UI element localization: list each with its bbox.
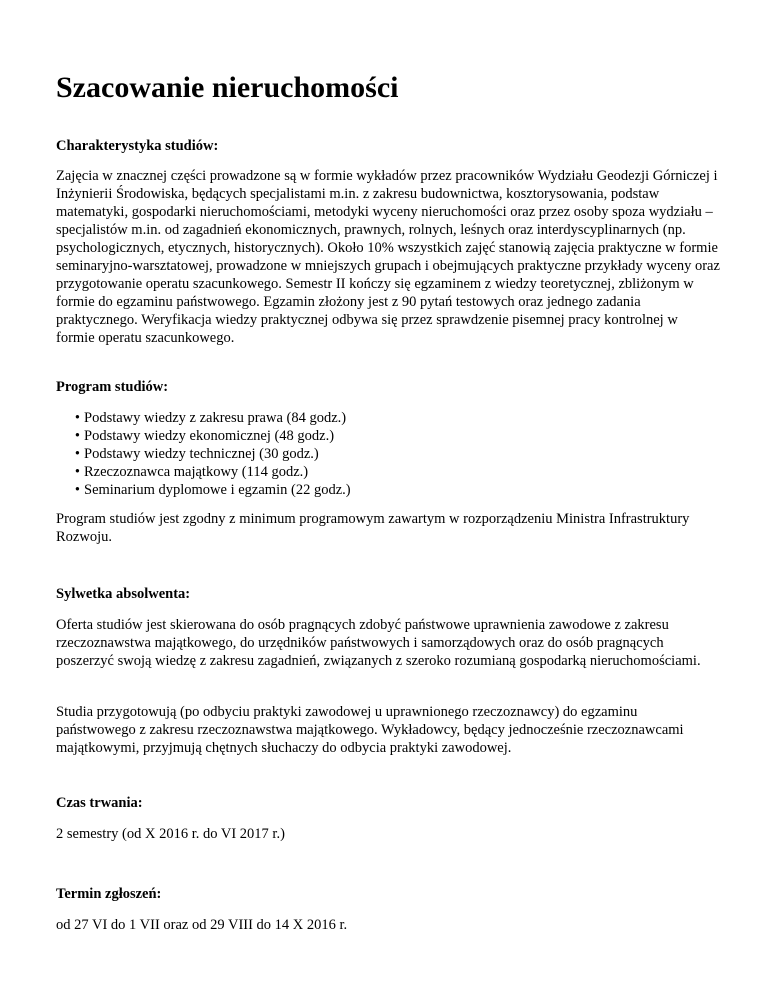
list-item: [56, 427, 351, 445]
page-title: Szacowanie nieruchomości: [56, 71, 399, 104]
paragraph-sylwetka-2: Studia przygotowują (po odbyciu praktyki zawodowej u uprawnionego rzeczoznawcy) do egzaminu państwowego z zakresu rzeczoznawstwa majątkowego. Wykładowcy, będący jednocześnie rzeczoznawcami majątkowymi, przyjmują chętnych słuchaczy do odbycia praktyki zawodowej.: [56, 704, 684, 756]
list-item: [56, 409, 351, 427]
paragraph-charakterystyka: Zajęcia w znacznej części prowadzone są w formie wykładów przez pracowników Wydziału Geodezji Górniczej i Inżynierii Środowiska, będących specjalistami m.in. z zakresu budownictwa, kosztorysowania, podstaw matematyki, gospodarki nieruchomościami, metodyki wyceny nieruchomości oraz przez osoby spoza wydziału – specjalistów m.in. od zagadnień ekonomicznych, prawnych, rolnych, leśnych oraz interdyscyplinarnych (np. psychologicznych, etycznych, historycznych). Około 10% wszystkich zajęć stanowią zajęcia praktyczne w formie seminaryjno-warsztatowej, prowadzone w mniejszych grupach i obejmujących praktyczne przykłady wyceny oraz przygotowanie operatu szacunkowego. Semestr II kończy się egzaminem z wiedzy teoretycznej, zbliżonym w formie do egzaminu państwowego. Egzamin złożony jest z 90 pytań testowych oraz jednego zadania praktycznego. Weryfikacja wiedzy praktycznej odbywa się przez sprawdzenie pisemnej pracy kontrolnej w formie operatu szacunkowego.: [56, 168, 720, 346]
list-item-text: Podstawy wiedzy ekonomicznej (48 godz.): [84, 428, 335, 444]
heading-program: Program studiów:: [56, 379, 169, 395]
program-list: [56, 409, 351, 499]
bullet-icon: •: [74, 410, 80, 426]
list-item-text: Seminarium dyplomowe i egzamin (22 godz.): [84, 482, 351, 498]
paragraph-czas: 2 semestry (od X 2016 r. do VI 2017 r.): [56, 826, 285, 842]
list-item-text: Podstawy wiedzy z zakresu prawa (84 godz.): [84, 410, 347, 426]
bullet-icon: •: [74, 482, 80, 498]
heading-termin: Termin zgłoszeń:: [56, 886, 162, 902]
paragraph-termin: od 27 VI do 1 VII oraz od 29 VIII do 14 X 2016 r.: [56, 917, 348, 933]
list-item: [56, 445, 351, 463]
heading-sylwetka: Sylwetka absolwenta:: [56, 586, 191, 602]
paragraph-sylwetka-1: Oferta studiów jest skierowana do osób pragnących zdobyć państwowe uprawnienia zawodowe z zakresu rzeczoznawstwa majątkowego, do urzędników państwowych i samorządowych oraz do osób pragnących poszerzyć swoją wiedzę z zakresu zagadnień, związanych z szeroko rozumianą gospodarką nieruchomościami.: [56, 617, 701, 669]
bullet-icon: •: [74, 464, 80, 480]
paragraph-program-note: Program studiów jest zgodny z minimum programowym zawartym w rozporządzeniu Ministra Infrastruktury Rozwoju.: [56, 511, 690, 545]
bullet-icon: •: [74, 428, 80, 444]
list-item: [56, 481, 351, 499]
bullet-icon: •: [74, 446, 80, 462]
heading-charakterystyka: Charakterystyka studiów:: [56, 138, 219, 154]
heading-czas: Czas trwania:: [56, 795, 143, 811]
list-item-text: Podstawy wiedzy technicznej (30 godz.): [84, 446, 319, 462]
list-item-text: Rzeczoznawca majątkowy (114 godz.): [84, 464, 309, 480]
list-item: [56, 463, 351, 481]
